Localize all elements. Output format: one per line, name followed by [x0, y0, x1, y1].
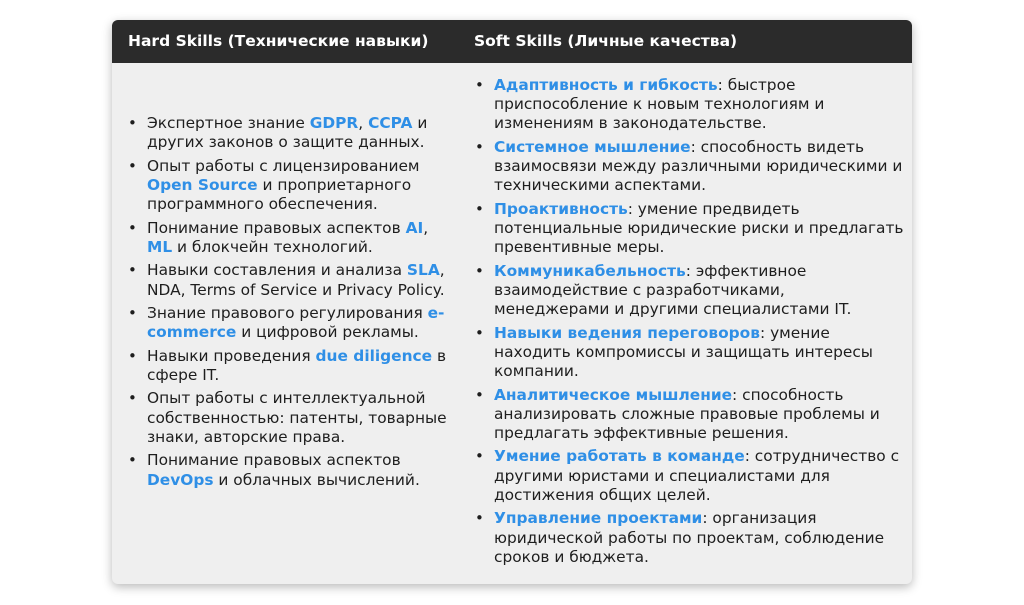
item-text: : умение предвидеть потенциальные юридические риски и предлагать превентивные меры. [494, 199, 904, 257]
item-text: Опыт работы с интеллектуальной собственностью: патенты, товарные знаки, авторские права. [147, 389, 447, 446]
item-text: , NDA, Terms of Service и Privacy Policy. [147, 261, 445, 299]
item-text: и проприетарного программного обеспечения. [147, 175, 412, 214]
highlighted-term: Коммуникабельность [494, 261, 686, 280]
highlighted-term: Навыки ведения переговоров [494, 323, 760, 342]
highlighted-term: SLA [406, 261, 440, 280]
soft-skill-item [475, 447, 905, 505]
item-text: Понимание правовых аспектов [147, 218, 406, 237]
soft-skill-item [475, 509, 905, 567]
item-text: : эффективное взаимодействие с разработчиками, менеджерами и другими специалистами IT. [494, 261, 852, 319]
header-soft-skills: Soft Skills (Личные качества) [474, 32, 738, 50]
highlighted-term: GDPR [309, 114, 359, 132]
item-text: : умение находить компромиссы и защищать интересы компании. [494, 323, 873, 381]
item-text: Навыки составления и анализа [147, 261, 407, 280]
item-text: Экспертное знание [147, 114, 310, 132]
item-text: : быстрое приспособление к новым технологиям и изменениям в законодательстве. [494, 76, 825, 133]
hard-skills-list [128, 114, 448, 494]
item-text: : сотрудничество с другими юристами и специалистами для достижения общих целей. [494, 447, 900, 504]
hard-skill-item [128, 304, 448, 342]
hard-skill-item [128, 389, 448, 447]
item-text: : организация юридической работы по проектам, соблюдение сроков и бюджета. [494, 509, 885, 566]
highlighted-term: Проактивность [494, 199, 628, 218]
highlighted-term: Аналитическое мышление [494, 385, 733, 404]
item-text: Знание правового регулирования [147, 304, 428, 323]
highlighted-term: ML [147, 237, 173, 256]
header-hard-skills: Hard Skills (Технические навыки) [128, 32, 429, 50]
hard-skill-item [128, 114, 448, 152]
hard-skill-item [128, 261, 448, 299]
item-text: и цифровой рекламы. [236, 323, 419, 342]
item-text: , [423, 218, 429, 237]
item-text: Опыт работы с лицензированием [147, 156, 420, 175]
soft-skill-item [475, 386, 905, 444]
item-text: Понимание правовых аспектов [147, 451, 401, 470]
item-text: Навыки проведения [147, 346, 316, 365]
highlighted-term: DevOps [147, 470, 214, 489]
highlighted-term: Системное мышление [494, 137, 691, 156]
item-text: и блокчейн технологий. [172, 237, 373, 256]
item-text: : способность анализировать сложные правовые проблемы и предлагать эффективные решения. [494, 385, 880, 442]
hard-skill-item [128, 219, 448, 257]
skills-table [112, 20, 912, 584]
hard-skill-item [128, 451, 448, 489]
highlighted-term: e-commerce [147, 304, 445, 342]
highlighted-term: Адаптивность и гибкость [494, 76, 718, 94]
hard-skill-item [128, 347, 448, 385]
highlighted-term: Open Source [147, 175, 258, 194]
hard-skill-item [128, 157, 448, 215]
item-text: и облачных вычислений. [213, 470, 420, 489]
highlighted-term: AI [405, 218, 424, 237]
soft-skills-list [475, 76, 905, 571]
highlighted-term: CCPA [368, 114, 413, 132]
item-text: и других законов о защите данных. [147, 114, 428, 152]
highlighted-term: Умение работать в команде [494, 447, 745, 466]
soft-skill-item [475, 138, 905, 196]
soft-skill-item [475, 324, 905, 382]
soft-skill-item [475, 200, 905, 258]
soft-skill-item [475, 262, 905, 320]
table-header [112, 20, 912, 63]
soft-skill-item [475, 76, 905, 134]
highlighted-term: Управление проектами [494, 509, 703, 528]
item-text: , [358, 114, 369, 132]
highlighted-term: due diligence [315, 346, 433, 365]
item-text: : способность видеть взаимосвязи между различными юридическими и техническими аспектами. [494, 137, 903, 195]
item-text: в сфере IT. [147, 346, 447, 384]
